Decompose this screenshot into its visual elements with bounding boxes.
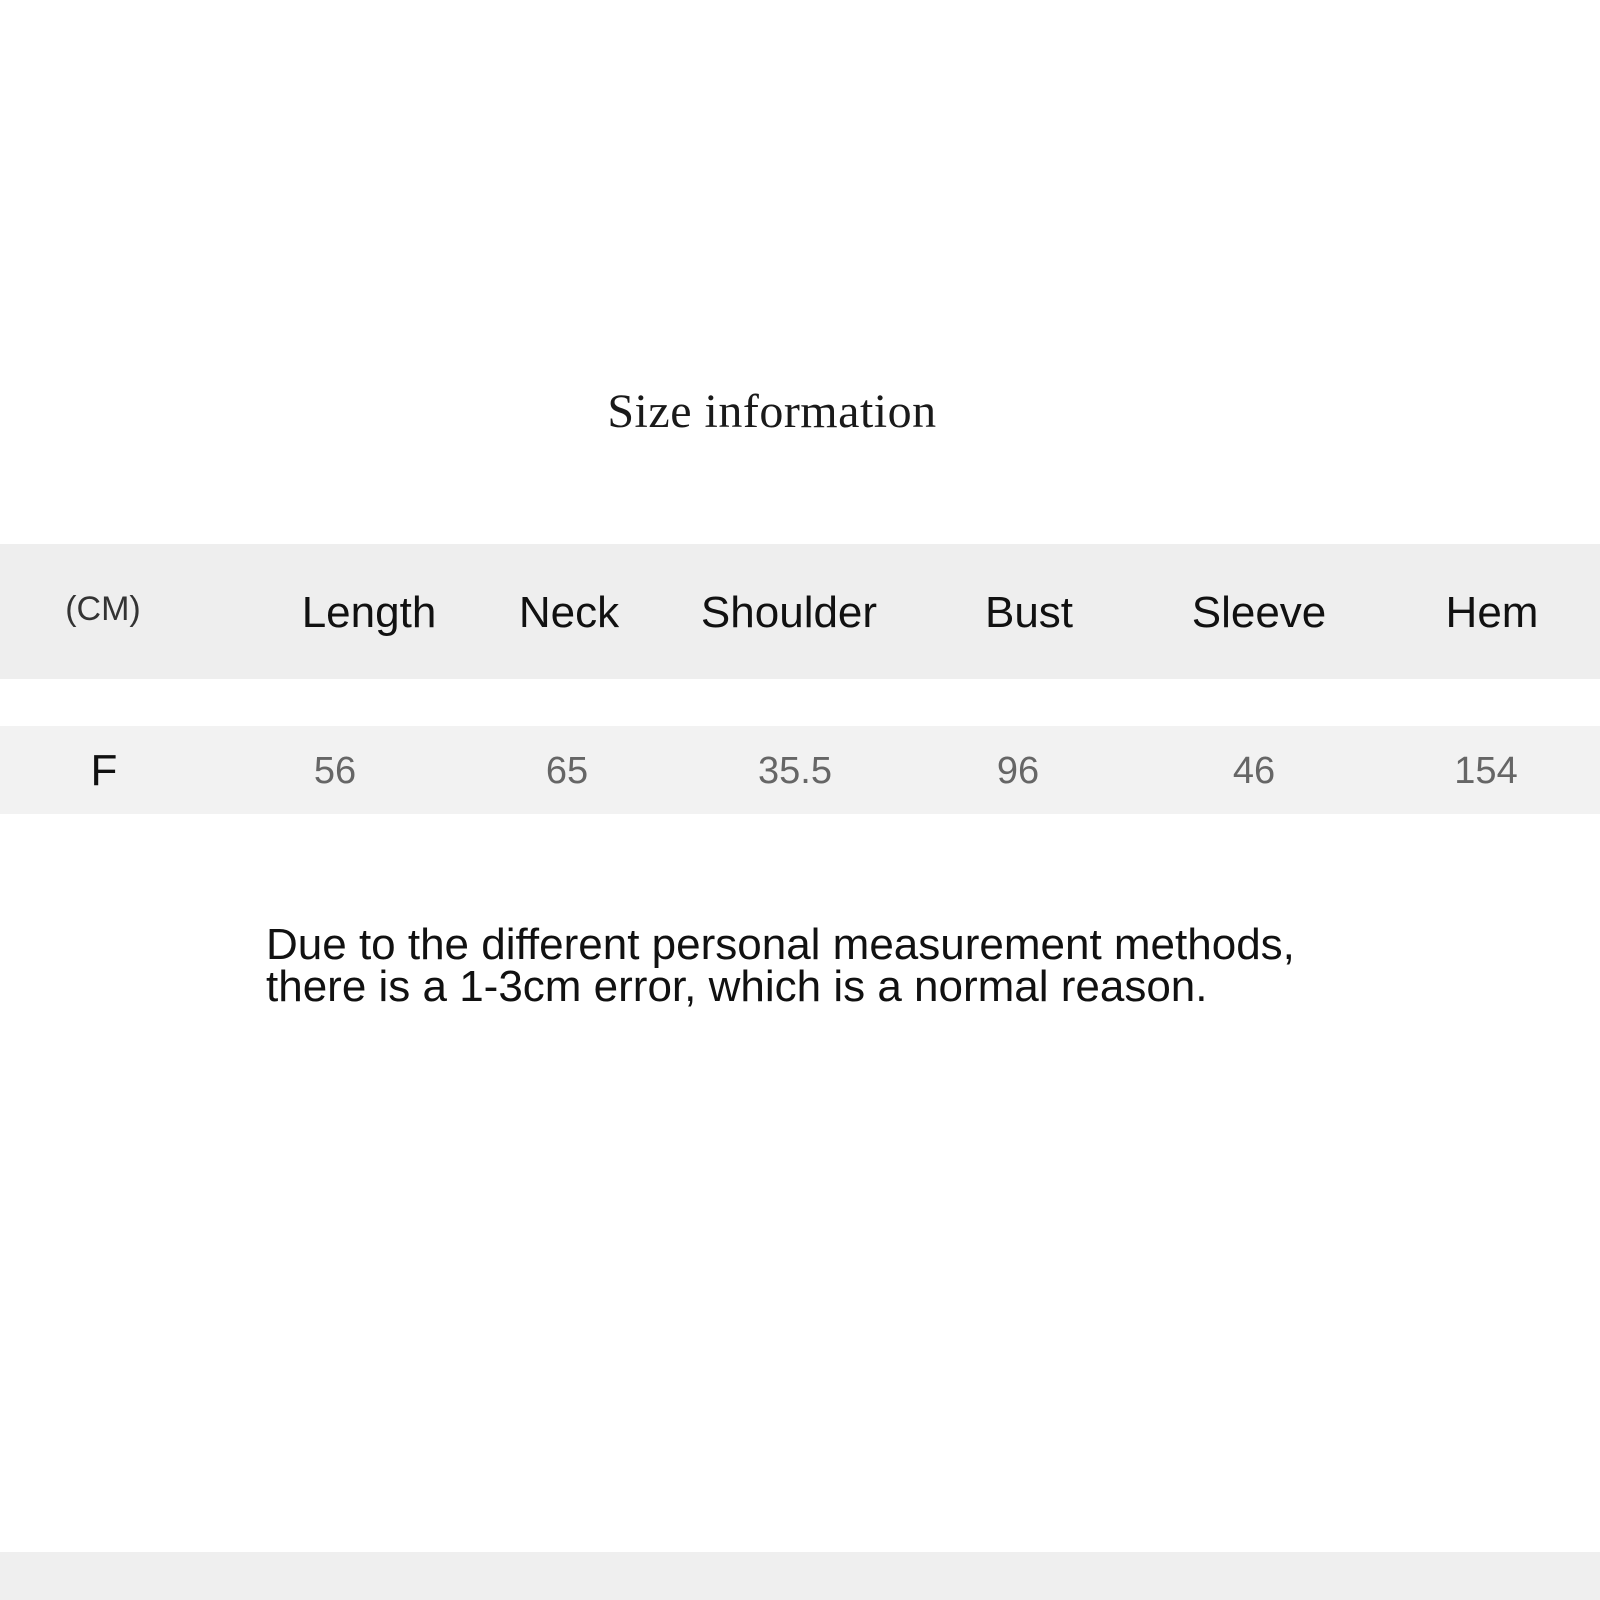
column-header-length: Length (301, 588, 437, 637)
measurement-note (266, 920, 1295, 1011)
value-shoulder: 35.5 (758, 750, 832, 792)
note-line-2: there is a 1-3cm error, which is a normal reason. (266, 962, 1208, 1011)
unit-label: (CM) (65, 590, 141, 628)
column-header-hem: Hem (1445, 588, 1539, 637)
value-bust: 96 (996, 750, 1040, 792)
value-hem: 154 (1454, 750, 1518, 792)
value-length: 56 (313, 750, 357, 792)
value-sleeve: 46 (1232, 750, 1276, 792)
column-header-sleeve: Sleeve (1191, 588, 1327, 637)
note-line-1: Due to the different personal measurement methods, (266, 920, 1295, 969)
column-header-shoulder: Shoulder (700, 588, 878, 637)
column-header-bust: Bust (984, 588, 1074, 637)
column-header-neck: Neck (518, 588, 620, 637)
size-label: F (90, 746, 118, 795)
page-title: Size information (607, 385, 937, 438)
value-neck: 65 (545, 750, 589, 792)
bottom-divider-band (0, 1552, 1600, 1600)
